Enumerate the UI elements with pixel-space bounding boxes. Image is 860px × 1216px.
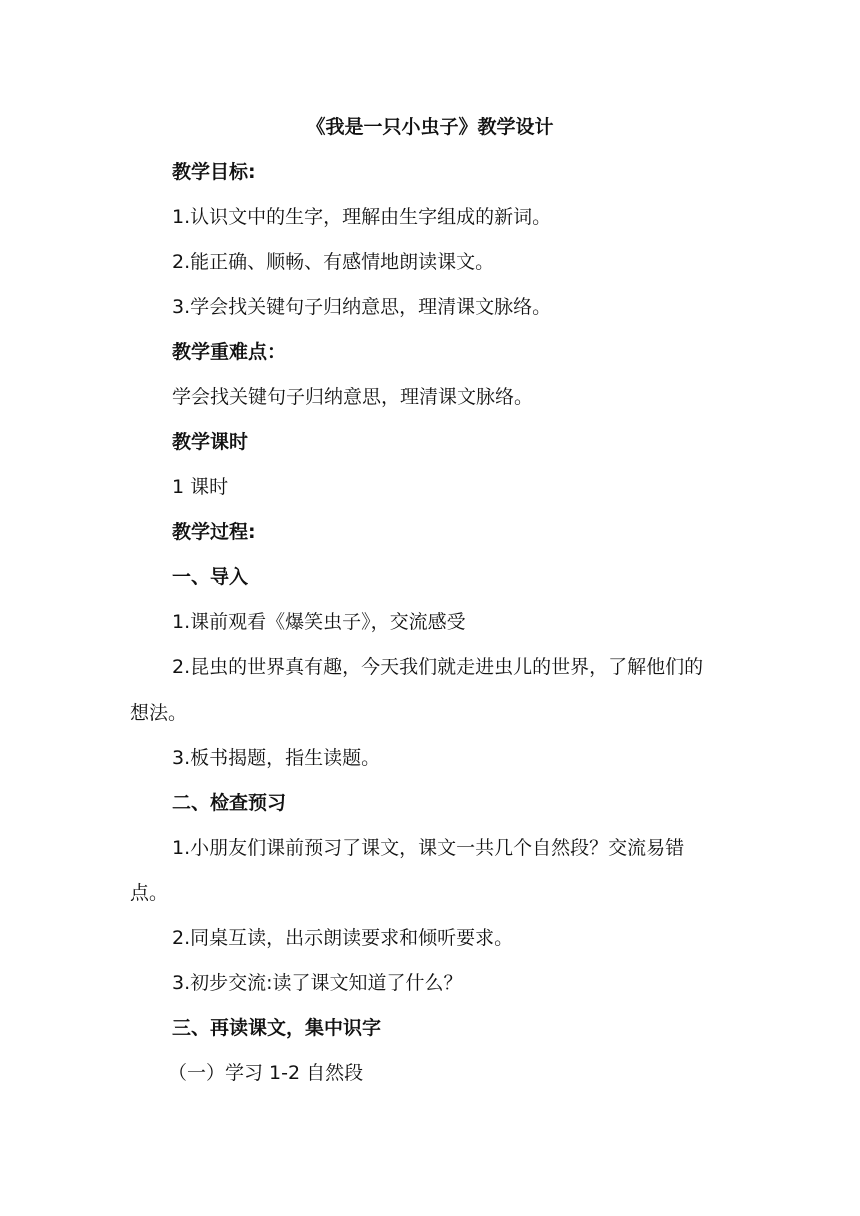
section-heading-reread: 三、再读课文，集中识字 <box>172 1017 382 1039</box>
heading-teaching-process: 教学过程: <box>172 521 256 543</box>
intro-item-1: 1.课前观看《爆笑虫子》，交流感受 <box>172 611 466 633</box>
goal-item-3: 3.学会找关键句子归纳意思，理清课文脉络。 <box>172 296 552 318</box>
goal-item-1: 1.认识文中的生字，理解由生字组成的新词。 <box>172 206 552 228</box>
section-heading-preview-check: 二、检查预习 <box>172 792 287 814</box>
intro-item-2: 2.昆虫的世界真有趣，今天我们就走进虫儿的世界，了解他们的 <box>172 656 704 678</box>
heading-class-hours: 教学课时 <box>172 431 249 453</box>
heading-teaching-goals: 教学目标: <box>172 161 256 183</box>
section-heading-intro: 一、导入 <box>172 566 249 588</box>
intro-item-3: 3.板书揭题，指生读题。 <box>172 747 381 769</box>
goal-item-2: 2.能正确、顺畅、有感情地朗读课文。 <box>172 251 495 273</box>
preview-item-1: 1.小朋友们课前预习了课文，课文一共几个自然段？交流易错 <box>172 837 685 859</box>
preview-item-1-continued: 点。 <box>130 882 169 904</box>
subsection-paragraphs-1-2: （一）学习 1-2 自然段 <box>168 1062 364 1084</box>
preview-item-2: 2.同桌互读，出示朗读要求和倾听要求。 <box>172 927 514 949</box>
intro-item-2-continued: 想法。 <box>130 702 188 724</box>
key-points-text: 学会找关键句子归纳意思，理清课文脉络。 <box>172 386 534 408</box>
heading-key-points: 教学重难点： <box>172 341 287 363</box>
document-title: 《我是一只小虫子》教学设计 <box>306 116 554 138</box>
preview-item-3: 3.初步交流:读了课文知道了什么？ <box>172 972 463 994</box>
class-hours-text: 1 课时 <box>172 476 229 498</box>
